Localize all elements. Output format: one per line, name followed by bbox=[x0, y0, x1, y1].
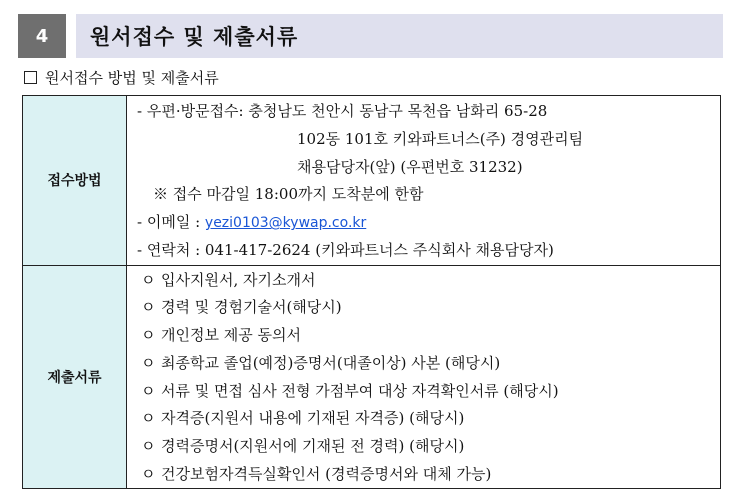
email-link[interactable]: yezi0103@kywap.co.kr bbox=[204, 215, 367, 232]
list-item bbox=[137, 378, 720, 406]
list-item-text: 최종학교 졸업(예정)증명서(대졸이상) 사본 (해당시) bbox=[161, 353, 501, 372]
address-line-1: - 우편·방문접수: 충청남도 천안시 동남구 목천읍 남화리 65-28 bbox=[137, 102, 548, 120]
document-list bbox=[127, 266, 720, 489]
bullet-circle-icon: ㅇ bbox=[141, 381, 156, 400]
row-content bbox=[127, 265, 721, 489]
row-label: 접수방법 bbox=[23, 96, 127, 266]
bullet-circle-icon: ㅇ bbox=[141, 326, 156, 345]
list-item-text: 서류 및 면접 심사 전형 가점부여 대상 자격확인서류 (해당시) bbox=[161, 381, 559, 400]
row-content bbox=[127, 96, 721, 266]
email-line bbox=[137, 209, 720, 237]
bullet-circle-icon: ㅇ bbox=[141, 353, 156, 372]
bullet-circle-icon: ㅇ bbox=[141, 270, 156, 289]
section-title-box bbox=[76, 14, 723, 58]
list-item bbox=[137, 294, 720, 322]
checkbox-square-icon bbox=[24, 71, 37, 84]
application-table bbox=[22, 95, 721, 489]
deadline-note: ※ 접수 마감일 18:00까지 도착분에 한함 bbox=[153, 185, 424, 204]
list-item bbox=[137, 461, 720, 489]
section-header bbox=[18, 14, 723, 58]
list-item-text: 개인정보 제공 동의서 bbox=[161, 326, 301, 345]
address-line-2: 102동 101호 키와파트너스(주) 경영관리팀 bbox=[297, 129, 584, 148]
list-item bbox=[137, 350, 720, 378]
section-number: 4 bbox=[18, 14, 66, 58]
list-item bbox=[137, 322, 720, 350]
list-item bbox=[137, 433, 720, 461]
bullet-circle-icon: ㅇ bbox=[141, 436, 156, 455]
section-title: 원서접수 및 제출서류 bbox=[90, 25, 299, 49]
sub-heading-text: 원서접수 방법 및 제출서류 bbox=[45, 68, 219, 87]
bullet-circle-icon: ㅇ bbox=[141, 409, 156, 428]
list-item bbox=[137, 405, 720, 433]
list-item-text: 건강보험자격득실확인서 (경력증명서와 대체 가능) bbox=[161, 464, 492, 483]
list-item bbox=[137, 267, 720, 295]
bullet-circle-icon: ㅇ bbox=[141, 464, 156, 483]
table-row-submission-method bbox=[23, 96, 721, 266]
bullet-circle-icon: ㅇ bbox=[141, 298, 156, 317]
sub-heading bbox=[24, 66, 219, 88]
email-prefix: - 이메일 : bbox=[137, 213, 205, 232]
contact-line: - 연락처 : 041-417-2624 (키와파트너스 주식회사 채용담당자) bbox=[137, 240, 554, 259]
list-item-text: 입사지원서, 자기소개서 bbox=[161, 270, 316, 289]
address-line-3: 채용담당자(앞) (우편번호 31232) bbox=[297, 157, 523, 176]
list-item-text: 경력증명서(지원서에 기재된 전 경력) (해당시) bbox=[161, 436, 465, 455]
list-item-text: 자격증(지원서 내용에 기재된 자격증) (해당시) bbox=[161, 409, 465, 428]
row-label: 제출서류 bbox=[23, 265, 127, 489]
list-item-text: 경력 및 경험기술서(해당시) bbox=[161, 298, 342, 317]
table-row-documents bbox=[23, 265, 721, 489]
